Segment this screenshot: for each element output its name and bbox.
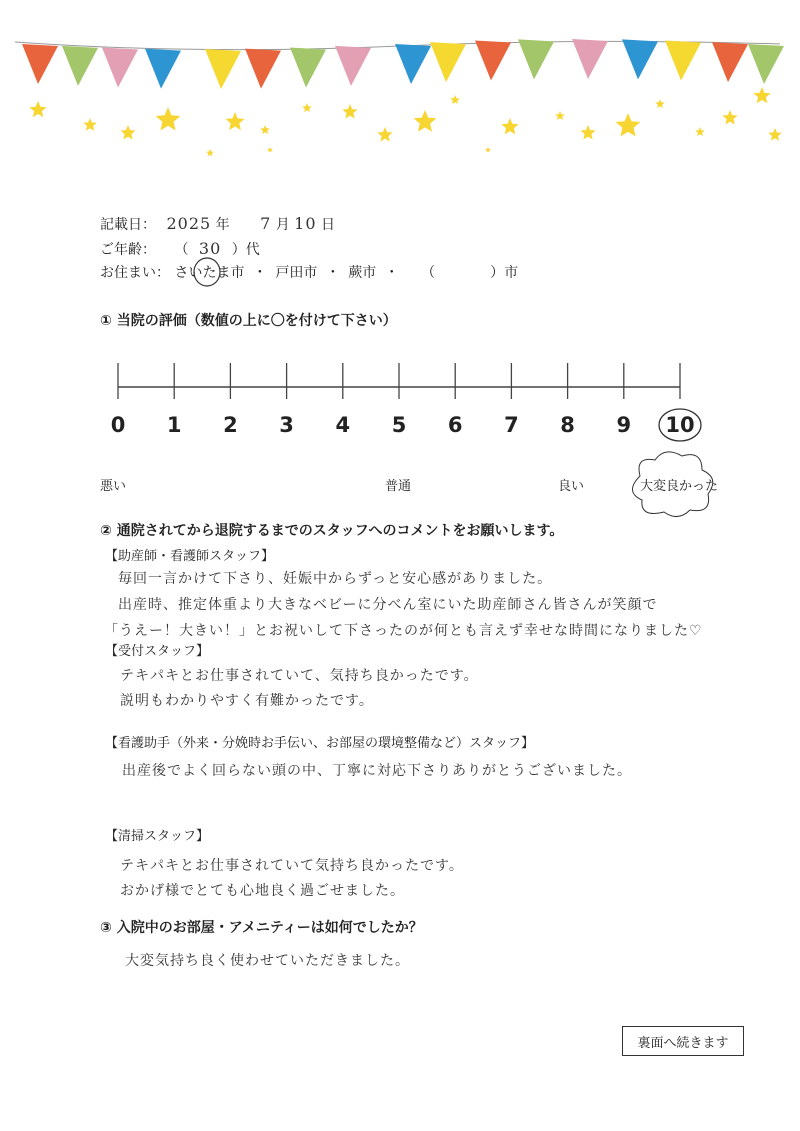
star-icon (206, 149, 214, 156)
amenities-title: ③ 入院中のお部屋・アメニティーは如何でしたか？ (100, 920, 423, 936)
star-icon (616, 113, 641, 137)
bunting-flag (622, 39, 658, 79)
star-icon (226, 112, 245, 130)
star-icon (83, 118, 96, 131)
star-icon (29, 101, 46, 117)
date-row (100, 213, 335, 236)
date-day: 10 (294, 214, 317, 233)
rating-option-9[interactable]: 9 (616, 413, 632, 437)
date-month: 7 (260, 214, 272, 233)
bunting-flag (665, 40, 701, 80)
bunting-flag (102, 48, 138, 88)
rating-option-3[interactable]: 3 (279, 413, 294, 437)
assistant-label: 【看護助手（外来・分娩時お手伝い、お部屋の環境整備など）スタッフ】 (105, 736, 535, 751)
midwife-comment-line: 毎回一言かけて下さり、妊娠中からずっと安心感がありました。 (118, 571, 553, 587)
rating-option-2[interactable]: 2 (223, 413, 238, 437)
star-icon (580, 125, 595, 140)
star-icon (722, 110, 737, 125)
residence-separator: ・ (325, 265, 340, 281)
month-unit: 月 (275, 217, 290, 233)
star-icon (302, 103, 312, 112)
bunting-flag (145, 49, 181, 89)
rating-option-1[interactable]: 1 (166, 413, 182, 437)
rating-option-0[interactable]: 0 (110, 413, 126, 437)
star-icon (485, 147, 491, 152)
star-icon (501, 118, 518, 134)
reception-comment-line: 説明もわかりやすく有難かったです。 (120, 693, 374, 709)
star-icon (342, 104, 357, 119)
bunting-flag (245, 49, 281, 89)
star-icon (414, 110, 437, 132)
rating-option-7[interactable]: 7 (504, 413, 519, 437)
cleaning-comment-line: おかげ様でとても心地良く過ごせました。 (120, 883, 405, 899)
rating-option-10[interactable]: 10 (665, 413, 695, 437)
bunting-flag (430, 42, 466, 82)
date-label: 記載日： (100, 217, 156, 233)
residence-option-toda[interactable]: 戸田市 (275, 265, 318, 281)
star-icon (695, 127, 705, 136)
comments-title: ② 通院されてから退院するまでのスタッフへのコメントをお願いします。 (100, 523, 564, 539)
label-very-good: 大変良かった (640, 479, 719, 494)
residence-row (100, 262, 518, 284)
residence-separator: ・ (384, 265, 399, 281)
flower-scribble-icon (620, 446, 725, 521)
residence-option-saitama[interactable]: さいたま市 (174, 262, 244, 284)
reception-label: 【受付スタッフ】 (105, 644, 210, 659)
star-icon (753, 87, 770, 103)
year-unit: 年 (215, 217, 230, 233)
bunting-decoration (0, 0, 800, 170)
cleaning-comment-line: テキパキとお仕事されていて気持ち良かったです。 (120, 858, 464, 874)
rating-option-5[interactable]: 5 (391, 413, 407, 437)
bunting-flag (205, 49, 241, 89)
age-close: ）代 (231, 242, 260, 258)
bunting-flag (22, 44, 58, 84)
star-icon (655, 99, 665, 108)
star-icon (267, 147, 273, 152)
bunting-flag (712, 42, 748, 82)
midwife-comment-line: 「うえー！大きい！」とお祝いして下さったのが何とも言えず幸せな時間になりました♡ (104, 623, 703, 639)
label-good: 良い (558, 479, 585, 494)
assistant-comment-line: 出産後でよく回らない頭の中、丁寧に対応下さりありがとうございました。 (122, 763, 632, 779)
residence-option-warabi[interactable]: 蕨市 (348, 265, 377, 281)
age-label: ご年齢： (100, 242, 156, 258)
residence-separator: ・ (252, 265, 267, 281)
star-icon (377, 127, 392, 142)
star-icon (156, 107, 181, 131)
bunting-flag (335, 46, 371, 86)
star-icon (555, 111, 565, 120)
reception-comment-line: テキパキとお仕事されていて、気持ち良かったです。 (120, 668, 479, 684)
residence-other-close: ）市 (490, 265, 519, 281)
day-unit: 日 (320, 217, 335, 233)
continue-on-back-notice: 裏面へ続きます (622, 1026, 744, 1056)
rating-option-6[interactable]: 6 (447, 413, 463, 437)
age-value: 30 (198, 239, 222, 258)
amenities-answer: 大変気持ち良く使わせていただきました。 (125, 953, 410, 969)
bunting-flag (572, 39, 608, 79)
bunting-flag (395, 44, 431, 84)
selection-circle-icon (192, 256, 222, 288)
star-icon (450, 95, 460, 104)
bunting-flag (290, 48, 326, 88)
label-normal: 普通 (385, 479, 412, 494)
age-row (100, 238, 260, 261)
label-bad: 悪い (100, 479, 127, 494)
residence-other-open: （ (421, 265, 436, 281)
bunting-flag (475, 40, 511, 80)
rating-title: ① 当院の評価（数値の上に〇を付けて下さい） (100, 313, 397, 329)
selected-rating-circle-icon (657, 407, 703, 443)
cleaning-label: 【清掃スタッフ】 (105, 829, 210, 844)
star-icon (260, 125, 270, 134)
rating-option-8[interactable]: 8 (560, 413, 575, 437)
midwife-label: 【助産師・看護師スタッフ】 (105, 549, 275, 564)
star-icon (120, 125, 135, 140)
rating-scale (100, 355, 720, 405)
rating-option-4[interactable]: 4 (335, 413, 351, 437)
bunting-flag (62, 46, 98, 86)
residence-label: お住まい： (100, 265, 170, 281)
midwife-comment-line: 出産時、推定体重より大きなベビーに分べん室にいた助産師さん皆さんが笑顔で (118, 597, 658, 613)
date-year: 2025 (166, 214, 212, 233)
age-open: （ (174, 242, 189, 258)
bunting-flag (518, 39, 554, 79)
star-icon (768, 128, 781, 141)
bunting-flag (748, 44, 784, 84)
